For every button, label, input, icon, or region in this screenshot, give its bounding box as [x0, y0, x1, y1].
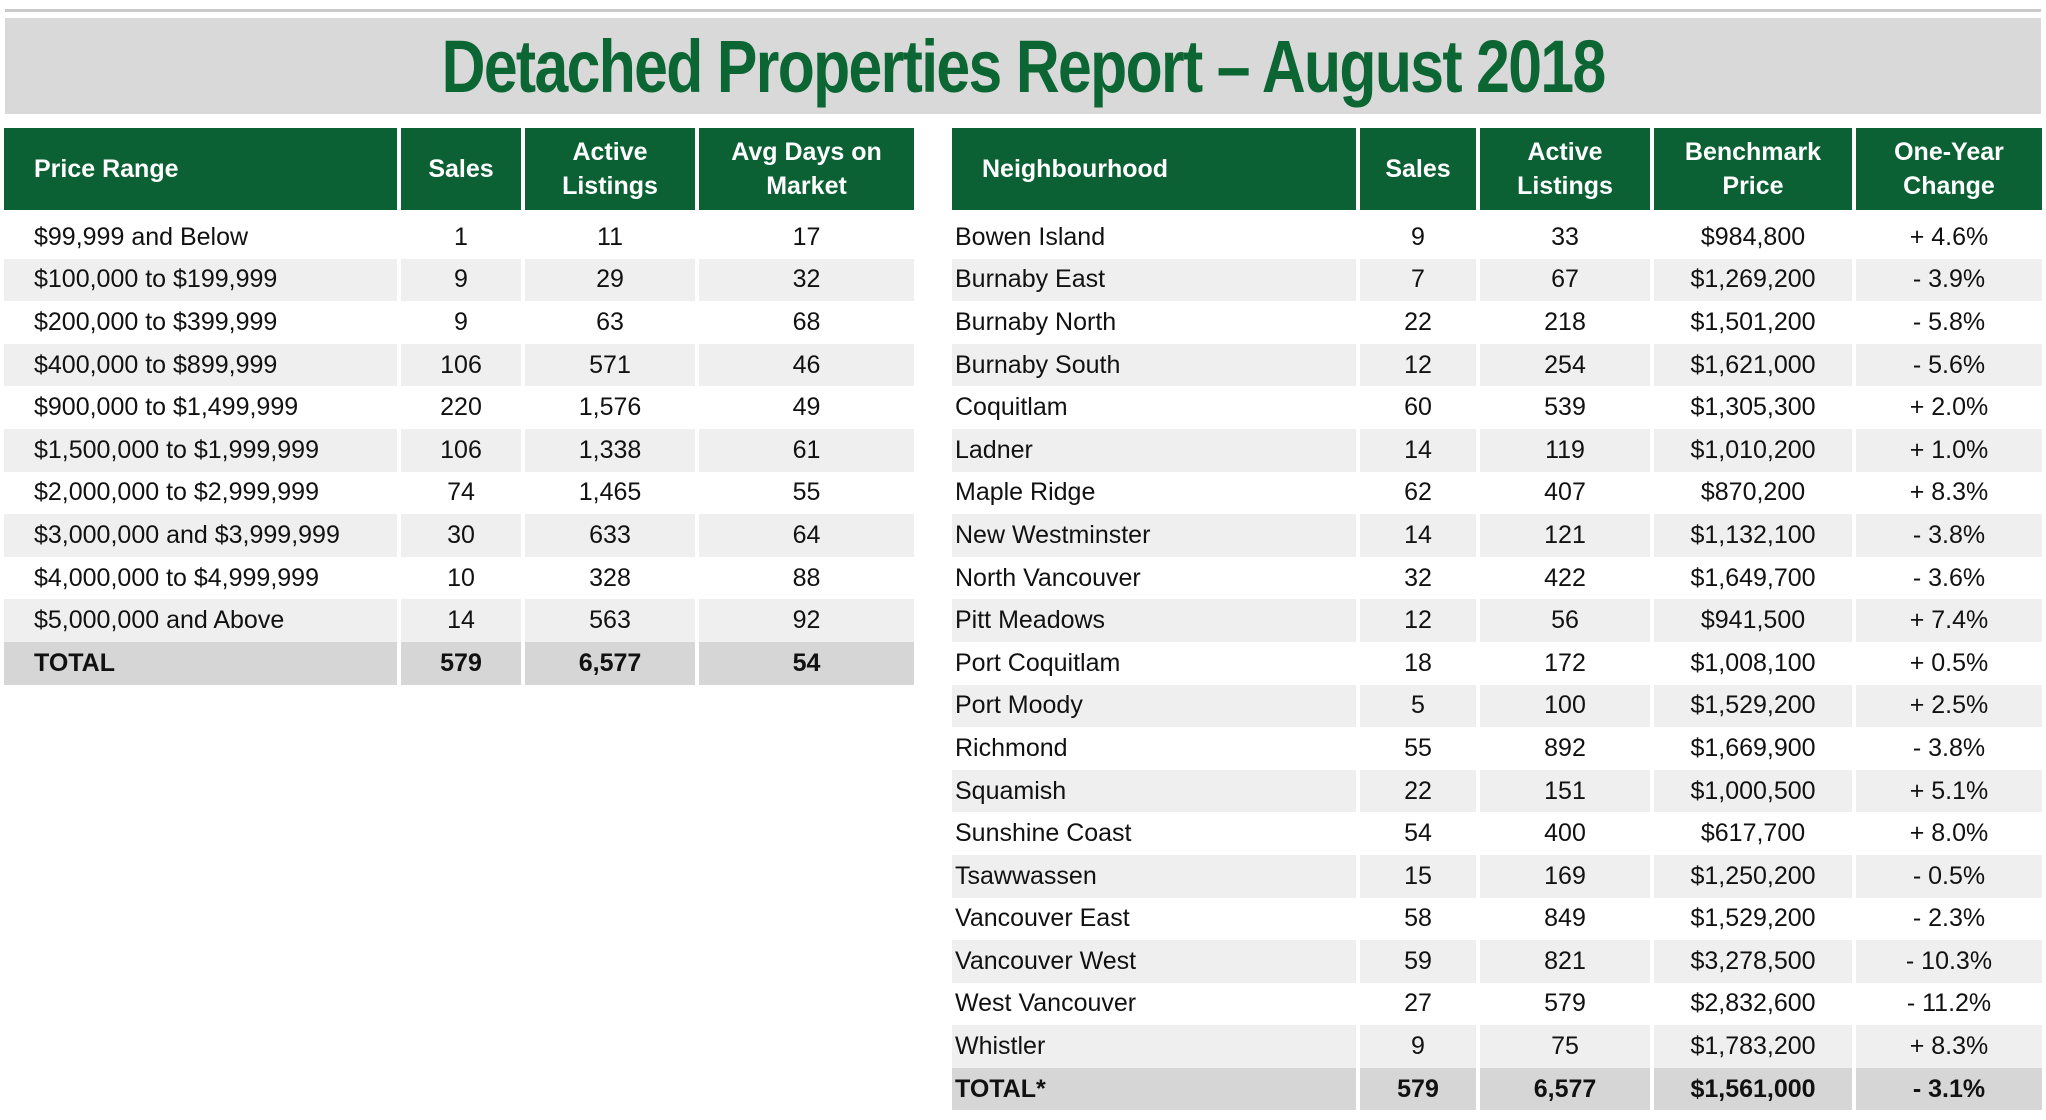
table-cell: North Vancouver — [952, 557, 1360, 600]
table-cell: + 8.3% — [1856, 1025, 2042, 1068]
table-cell: 27 — [1360, 983, 1480, 1026]
table-cell: 11 — [525, 216, 699, 259]
total-cell: 6,577 — [1480, 1068, 1654, 1111]
table-row — [952, 812, 2042, 855]
table-cell: 59 — [1360, 940, 1480, 983]
table-cell: 5 — [1360, 685, 1480, 728]
table-row — [952, 983, 2042, 1026]
table-cell: Port Coquitlam — [952, 642, 1360, 685]
table-row — [952, 472, 2042, 515]
table-cell: 63 — [525, 301, 699, 344]
table-cell: 1 — [401, 216, 525, 259]
table-cell: Coquitlam — [952, 386, 1360, 429]
table-cell: 14 — [1360, 514, 1480, 557]
table-cell: 9 — [1360, 1025, 1480, 1068]
table-cell: 67 — [1480, 259, 1654, 302]
table-cell: $1,621,000 — [1654, 344, 1856, 387]
table-row — [4, 472, 914, 515]
table-cell: 254 — [1480, 344, 1654, 387]
table-cell: Bowen Island — [952, 216, 1360, 259]
header-neighbourhood: Neighbourhood — [952, 128, 1360, 210]
table-cell: 56 — [1480, 599, 1654, 642]
table-cell: $2,000,000 to $2,999,999 — [4, 472, 401, 515]
table-row — [4, 216, 914, 259]
price-range-table — [4, 128, 914, 685]
table-cell: 14 — [1360, 429, 1480, 472]
table-cell: 10 — [401, 557, 525, 600]
table-cell: + 8.3% — [1909, 478, 1989, 507]
total-cell: TOTAL — [4, 642, 401, 685]
table-cell: $2,832,600 — [1654, 983, 1856, 1026]
table-cell: Vancouver East — [952, 898, 1360, 941]
table-cell: - 3.9% — [1856, 259, 2042, 302]
table-cell: $200,000 to $399,999 — [4, 301, 401, 344]
table-header-row — [952, 128, 2042, 210]
header-sales: Sales — [401, 128, 525, 210]
table-cell: 88 — [792, 563, 821, 592]
table-cell: 33 — [1480, 216, 1654, 259]
table-cell: 169 — [1480, 855, 1654, 898]
table-row — [952, 940, 2042, 983]
table-cell: $1,250,200 — [1654, 855, 1856, 898]
table-cell: $941,500 — [1654, 599, 1856, 642]
neighbourhood-table — [952, 128, 2042, 1110]
table-cell: 7 — [1360, 259, 1480, 302]
table-cell: 64 — [699, 514, 914, 557]
table-cell: Burnaby South — [952, 344, 1360, 387]
table-cell: $1,000,500 — [1654, 770, 1856, 813]
table-cell: 1,465 — [525, 472, 699, 515]
table-row — [952, 259, 2042, 302]
table-cell: 58 — [1360, 898, 1480, 941]
table-cell: 46 — [699, 344, 914, 387]
table-cell: 68 — [792, 307, 821, 336]
table-row — [952, 770, 2042, 813]
table-cell: 22 — [1360, 770, 1480, 813]
table-cell: Tsawwassen — [952, 855, 1360, 898]
table-cell: 1,576 — [525, 386, 699, 429]
page-title: Detached Properties Report – August 2018 — [441, 24, 1605, 108]
table-cell: $99,999 and Below — [4, 216, 401, 259]
table-cell: 60 — [1360, 386, 1480, 429]
table-row — [4, 557, 914, 600]
table-cell: + 0.5% — [1909, 648, 1989, 677]
table-cell: $4,000,000 to $4,999,999 — [4, 557, 401, 600]
table-cell: - 5.6% — [1856, 344, 2042, 387]
top-rule — [5, 9, 2041, 12]
table-cell: Port Moody — [952, 685, 1360, 728]
table-cell: 14 — [401, 599, 525, 642]
table-row — [952, 344, 2042, 387]
table-cell: 579 — [1480, 983, 1654, 1026]
table-cell: Burnaby East — [952, 259, 1360, 302]
table-cell: 407 — [1480, 472, 1654, 515]
title-banner — [5, 18, 2041, 114]
total-cell: 579 — [1360, 1068, 1480, 1111]
table-cell: 75 — [1480, 1025, 1654, 1068]
table-cell: + 2.5% — [1856, 685, 2042, 728]
table-cell: + 5.1% — [1856, 770, 2042, 813]
table-cell: $1,010,200 — [1654, 429, 1856, 472]
table-cell: 218 — [1480, 301, 1654, 344]
table-row — [4, 301, 914, 344]
table-row — [952, 557, 2042, 600]
table-cell: 328 — [525, 557, 699, 600]
table-cell: $1,305,300 — [1654, 386, 1856, 429]
table-cell: 400 — [1480, 812, 1654, 855]
table-cell: + 1.0% — [1856, 429, 2042, 472]
table-cell: 1,338 — [525, 429, 699, 472]
table-cell: $400,000 to $899,999 — [4, 344, 401, 387]
table-cell: $1,501,200 — [1654, 301, 1856, 344]
table-row — [952, 685, 2042, 728]
table-cell: + 8.0% — [1909, 819, 1989, 848]
table-row — [952, 216, 2042, 259]
table-cell: 61 — [699, 429, 914, 472]
total-cell: $1,561,000 — [1654, 1068, 1856, 1111]
total-cell: 54 — [699, 642, 914, 685]
table-cell: Maple Ridge — [952, 472, 1360, 515]
table-cell: 54 — [1360, 812, 1480, 855]
table-cell: - 3.8% — [1912, 733, 1986, 762]
table-cell: $1,649,700 — [1654, 557, 1856, 600]
table-row — [4, 386, 914, 429]
table-header-row — [4, 128, 914, 210]
table-cell: 9 — [1360, 216, 1480, 259]
table-cell: + 7.4% — [1856, 599, 2042, 642]
table-cell: $1,783,200 — [1654, 1025, 1856, 1068]
table-cell: 12 — [1360, 344, 1480, 387]
table-cell: 49 — [792, 393, 821, 422]
table-cell: - 0.5% — [1856, 855, 2042, 898]
table-cell: Burnaby North — [952, 301, 1360, 344]
table-cell: - 3.8% — [1856, 514, 2042, 557]
table-row — [952, 599, 2042, 642]
table-cell: 15 — [1360, 855, 1480, 898]
table-cell: $3,278,500 — [1654, 940, 1856, 983]
table-cell: $617,700 — [1654, 812, 1856, 855]
table-cell: 151 — [1480, 770, 1654, 813]
table-cell: 55 — [792, 478, 821, 507]
table-cell: 55 — [1360, 727, 1480, 770]
table-cell: 12 — [1360, 599, 1480, 642]
table-cell: $1,529,200 — [1654, 898, 1856, 941]
table-cell: 100 — [1480, 685, 1654, 728]
table-cell: - 11.2% — [1906, 989, 1992, 1018]
table-cell: Sunshine Coast — [952, 812, 1360, 855]
header-sales: Sales — [1360, 128, 1480, 210]
table-cell: 17 — [792, 222, 821, 251]
table-cell: + 4.6% — [1909, 222, 1989, 251]
table-cell: 9 — [401, 301, 525, 344]
table-cell: 74 — [401, 472, 525, 515]
table-cell: 18 — [1360, 642, 1480, 685]
table-row — [4, 259, 914, 302]
table-cell: $100,000 to $199,999 — [4, 259, 401, 302]
table-cell: 32 — [1360, 557, 1480, 600]
table-cell: 633 — [525, 514, 699, 557]
table-row — [952, 386, 2042, 429]
table-cell: 892 — [1480, 727, 1654, 770]
table-row — [952, 642, 2042, 685]
table-cell: Pitt Meadows — [952, 599, 1360, 642]
header-avg-days: Avg Days on Market — [699, 128, 914, 210]
table-cell: 92 — [699, 599, 914, 642]
table-row — [952, 1025, 2042, 1068]
table-cell: 29 — [525, 259, 699, 302]
table-row — [952, 301, 2042, 344]
table-cell: New Westminster — [952, 514, 1360, 557]
table-row — [952, 429, 2042, 472]
table-cell: Vancouver West — [952, 940, 1360, 983]
header-one-year-change: One-Year Change — [1856, 128, 2042, 210]
table-cell: $1,269,200 — [1654, 259, 1856, 302]
table-cell: $984,800 — [1654, 216, 1856, 259]
table-cell: 22 — [1360, 301, 1480, 344]
table-cell: 30 — [401, 514, 525, 557]
table-cell: Ladner — [952, 429, 1360, 472]
table-cell: 563 — [525, 599, 699, 642]
table-cell: 571 — [525, 344, 699, 387]
table-cell: 821 — [1480, 940, 1654, 983]
table-cell: $870,200 — [1654, 472, 1856, 515]
table-cell: - 2.3% — [1912, 904, 1986, 933]
table-cell: $5,000,000 and Above — [4, 599, 401, 642]
table-cell: 62 — [1360, 472, 1480, 515]
table-cell: $1,529,200 — [1654, 685, 1856, 728]
table-cell: $1,500,000 to $1,999,999 — [4, 429, 401, 472]
total-cell: TOTAL* — [952, 1068, 1360, 1111]
table-cell: 849 — [1480, 898, 1654, 941]
table-cell: Squamish — [952, 770, 1360, 813]
table-row — [4, 344, 914, 387]
table-cell: 422 — [1480, 557, 1654, 600]
table-row — [952, 514, 2042, 557]
table-row — [4, 429, 914, 472]
table-cell: - 10.3% — [1856, 940, 2042, 983]
table-cell: - 3.6% — [1912, 563, 1986, 592]
table-row — [952, 855, 2042, 898]
table-cell: 32 — [699, 259, 914, 302]
table-cell: $900,000 to $1,499,999 — [4, 386, 401, 429]
table-cell: West Vancouver — [952, 983, 1360, 1026]
table-cell: 172 — [1480, 642, 1654, 685]
table-cell: 119 — [1480, 429, 1654, 472]
header-benchmark-price: Benchmark Price — [1654, 128, 1856, 210]
table-cell: Richmond — [952, 727, 1360, 770]
total-row — [952, 1068, 2042, 1111]
table-cell: $1,132,100 — [1654, 514, 1856, 557]
total-cell: 6,577 — [525, 642, 699, 685]
table-cell: 106 — [401, 429, 525, 472]
table-cell: - 5.8% — [1912, 307, 1986, 336]
table-cell: Whistler — [952, 1025, 1360, 1068]
table-cell: 220 — [401, 386, 525, 429]
table-cell: $3,000,000 and $3,999,999 — [4, 514, 401, 557]
table-row — [4, 514, 914, 557]
table-cell: 121 — [1480, 514, 1654, 557]
header-active-listings: Active Listings — [525, 128, 699, 210]
table-row — [952, 898, 2042, 941]
header-price-range: Price Range — [4, 128, 401, 210]
table-cell: $1,669,900 — [1654, 727, 1856, 770]
header-active-listings: Active Listings — [1480, 128, 1654, 210]
table-cell: 539 — [1480, 386, 1654, 429]
total-cell: 579 — [401, 642, 525, 685]
table-row — [952, 727, 2042, 770]
total-cell: - 3.1% — [1856, 1068, 2042, 1111]
table-cell: + 2.0% — [1909, 393, 1989, 422]
table-row — [4, 599, 914, 642]
table-cell: $1,008,100 — [1654, 642, 1856, 685]
table-cell: 106 — [401, 344, 525, 387]
total-row — [4, 642, 914, 685]
table-cell: 9 — [401, 259, 525, 302]
